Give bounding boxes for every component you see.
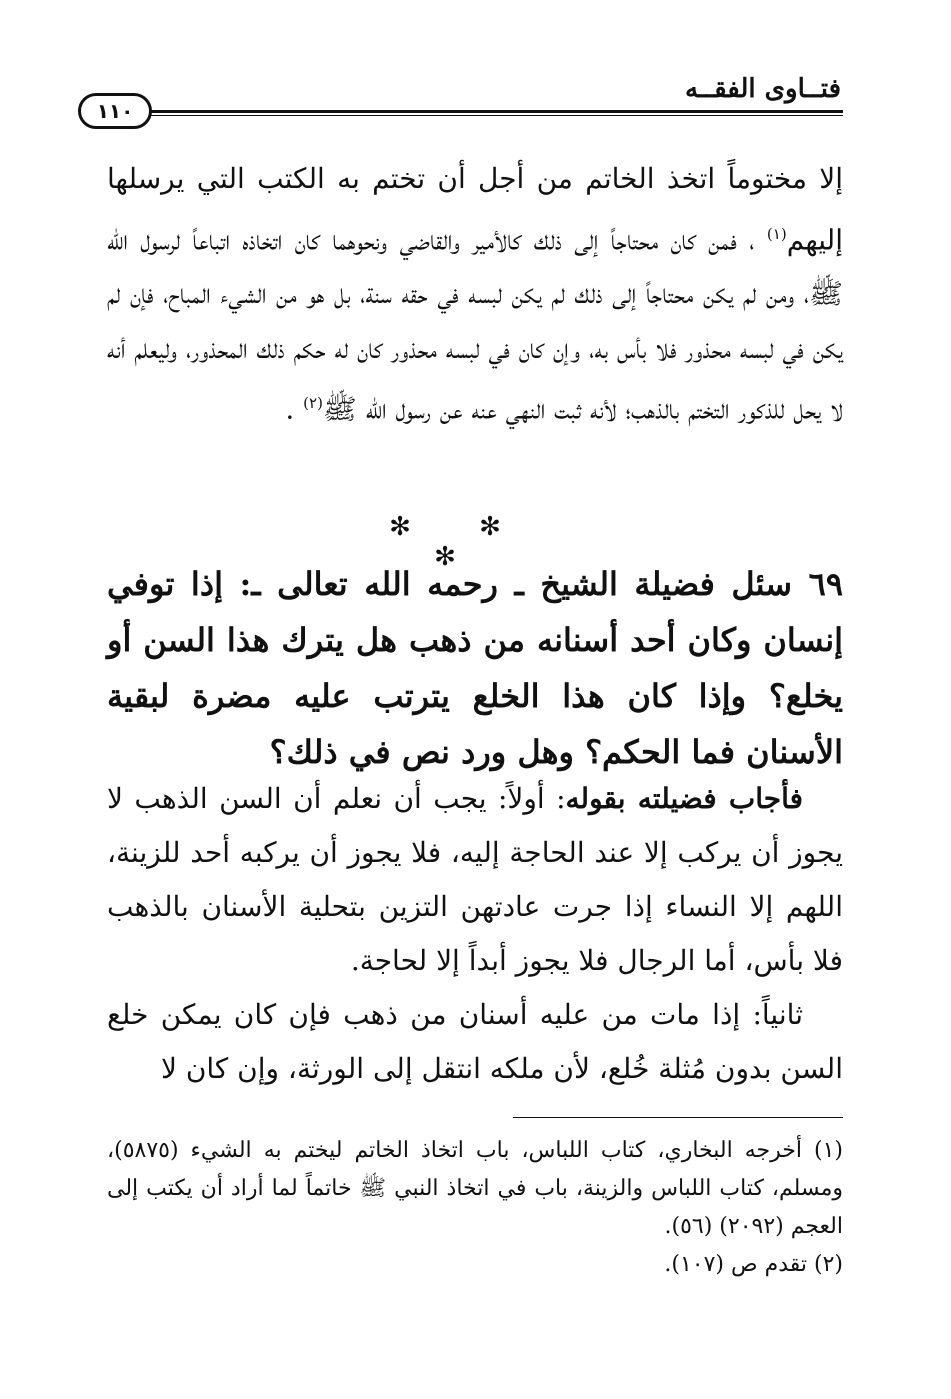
footnote-2: (٢) تقدم ص (١٠٧). [664,1252,843,1277]
footnotes [107,1132,843,1284]
answer-lead: فأجاب فضيلته بقوله [565,782,803,815]
fatwa-answer [107,772,843,1096]
footnote-1: (١) أخرجه البخاري، كتاب اللباس، باب اتخاذ الخاتم ليختم به الشيء (٥٨٧٥)، ومسلم، كتاب اللباس والزينة، باب في اتخاذ النبي ﷺ خاتماً لما أراد أن يكتب إلى العجم (٢٠٩٢) (٥٦). [107,1138,843,1239]
running-header-title: فتــاوى الفقــه [684,74,841,104]
paragraph-end: . [285,392,304,426]
paragraph-text-continued: ، فمن كان محتاجاً إلى ذلك كالأمير والقاضي ونحوهما كان اتخاذه اتباعاً لرسول الله ﷺ، ومن لم يكن محتاجاً إلى ذلك لم يكن لبسه في حقه سنة، بل هو من الشيء المباح، فإن لم يكن في لبسه محذور فلا بأس به، وإن كان في لبسه محذور كان له حكم ذلك المحذور، وليعلم أنه لا يحل للذكور التختم بالذهب؛ لأنه ثبت النهي عنه عن رسول الله ﷺ [107,222,843,426]
footnote-rule [513,1117,843,1118]
paragraph-continuation [107,152,843,437]
answer-paragraph-2: ثانياً: إذا مات من عليه أسنان من ذهب فإن كان يمكن خلع السن بدون مُثلة خُلع، لأن ملكه انتقل إلى الورثة، وإن كان لا [107,998,843,1085]
paragraph-text: إلا مختوماً اتخذ الخاتم من أجل أن تختم به الكتب التي يرسلها إليهم [107,162,843,256]
page-number: ١١٠ [78,93,152,129]
answer-text-1: : أولاً: يجب أن نعلم أن السن الذهب لا يجوز أن يركب إلا عند الحاجة إليه، فلا يجوز أن يركبه أحد للزينة، اللهم إلا النساء إذا جرت عادتهن التزين بتحلية الأسنان بالذهب فلا بأس، أما الرجال فلا يجوز أبداً إلا لحاجة. [107,782,843,977]
footnote-ref-1[interactable]: (١) [766,224,787,243]
header-rule [150,110,843,116]
fatwa-question: ٦٩ سئل فضيلة الشيخ ـ رحمه الله تعالى ـ: إذا توفي إنسان وكان أحد أسنانه من ذهب هل يترك هذا السن أو يخلع؟ وإذا كان هذا الخلع يترتب عليه مضرة لبقية الأسنان فما الحكم؟ وهل ورد نص في ذلك؟ [107,565,843,771]
footnote-ref-2[interactable]: (٢) [303,394,323,413]
section-divider-stars: ✻ ✻ ✻ [389,512,531,572]
answer-paragraph-1 [107,772,843,988]
